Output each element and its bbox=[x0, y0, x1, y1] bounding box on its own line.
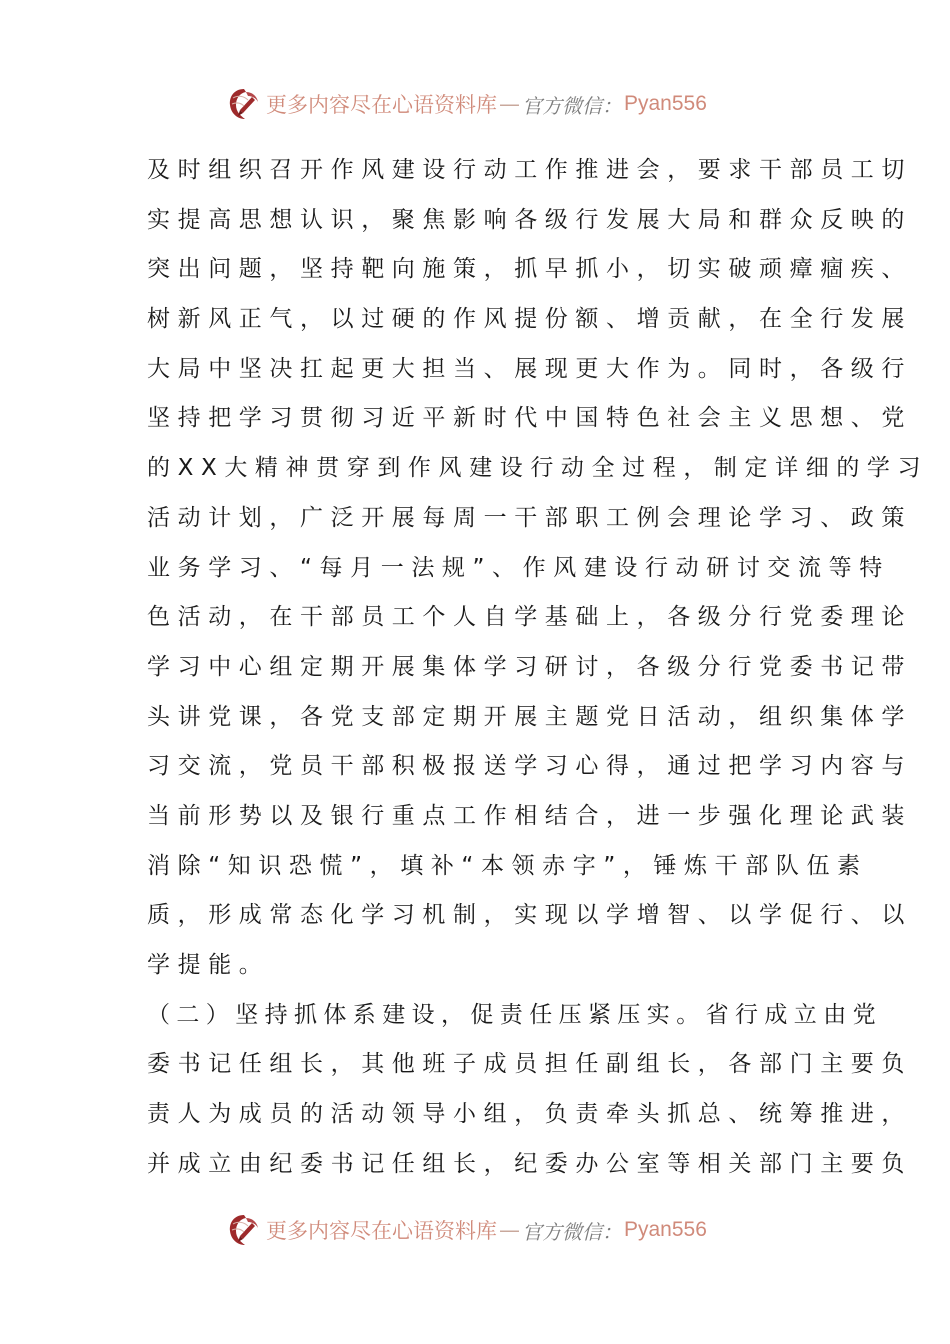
text-line: 头讲党课，各党支部定期开展主题党日活动，组织集体学 bbox=[147, 703, 912, 730]
banner-wechat-label: 官方微信： bbox=[522, 1219, 622, 1244]
text-line: 学习中心组定期开展集体学习研讨，各级分行党委书记带 bbox=[147, 653, 912, 680]
text-line: 及时组织召开作风建设行动工作推进会，要求干部员工切 bbox=[147, 157, 912, 183]
pen-nib-logo-icon bbox=[226, 1212, 262, 1248]
banner-dash: — bbox=[499, 1218, 520, 1242]
banner-main-text: 更多内容尽在心语资料库 bbox=[266, 93, 497, 117]
text-line: 树新风正气，以过硬的作风提份额、增贡献，在全行发展 bbox=[147, 306, 912, 333]
text-line: 活动计划，广泛开展每周一干部职工例会理论学习、政策 bbox=[147, 504, 912, 531]
banner-wechat-id: Pyan556 bbox=[624, 92, 707, 115]
document-body bbox=[147, 148, 929, 1191]
text-line: 责人为成员的活动领导小组，负责牵头抓总、统筹推进， bbox=[147, 1101, 912, 1128]
text-line: 当前形势以及银行重点工作相结合，进一步强化理论武装 bbox=[147, 802, 912, 829]
text-line: 色活动，在干部员工个人自学基础上，各级分行党委理论 bbox=[147, 604, 912, 631]
text-line: 突出问题，坚持靶向施策，抓早抓小，切实破顽瘴痼疾、 bbox=[147, 256, 912, 283]
pen-nib-logo-icon bbox=[226, 86, 262, 122]
text-line: 学提能。 bbox=[147, 952, 270, 978]
text-line: 习交流，党员干部积极报送学习心得，通过把学习内容与 bbox=[147, 753, 912, 780]
banner-wechat-id: Pyan556 bbox=[624, 1218, 707, 1241]
text-line: 质，形成常态化学习机制，实现以学增智、以学促行、以 bbox=[147, 902, 912, 929]
text-line: 的XX大精神贯穿到作风建设行动全过程，制定详细的学习 bbox=[147, 455, 929, 482]
footer-watermark-banner bbox=[226, 1208, 707, 1252]
text-line: 委书记任组长，其他班子成员担任副组长，各部门主要负 bbox=[147, 1051, 912, 1078]
banner-wechat-label: 官方微信： bbox=[522, 93, 622, 118]
text-line: 实提高思想认识，聚焦影响各级行发展大局和群众反映的 bbox=[147, 206, 912, 233]
text-line: 坚持把学习贯彻习近平新时代中国特色社会主义思想、党 bbox=[147, 405, 912, 432]
section-heading-line: （二）坚持抓体系建设，促责任压紧压实。省行成立由党 bbox=[147, 1001, 882, 1028]
text-line: 消除“知识恐慌”，填补“本领赤字”，锤炼干部队伍素 bbox=[147, 852, 868, 879]
text-line: 业务学习、“每月一法规”、作风建设行动研讨交流等特 bbox=[147, 554, 890, 581]
text-line: 并成立由纪委书记任组长，纪委办公室等相关部门主要负 bbox=[147, 1150, 912, 1177]
header-watermark-banner bbox=[226, 82, 707, 126]
text-line: 大局中坚决扛起更大担当、展现更大作为。同时，各级行 bbox=[147, 355, 912, 382]
banner-main-text: 更多内容尽在心语资料库 bbox=[266, 1219, 497, 1243]
banner-dash: — bbox=[499, 92, 520, 116]
